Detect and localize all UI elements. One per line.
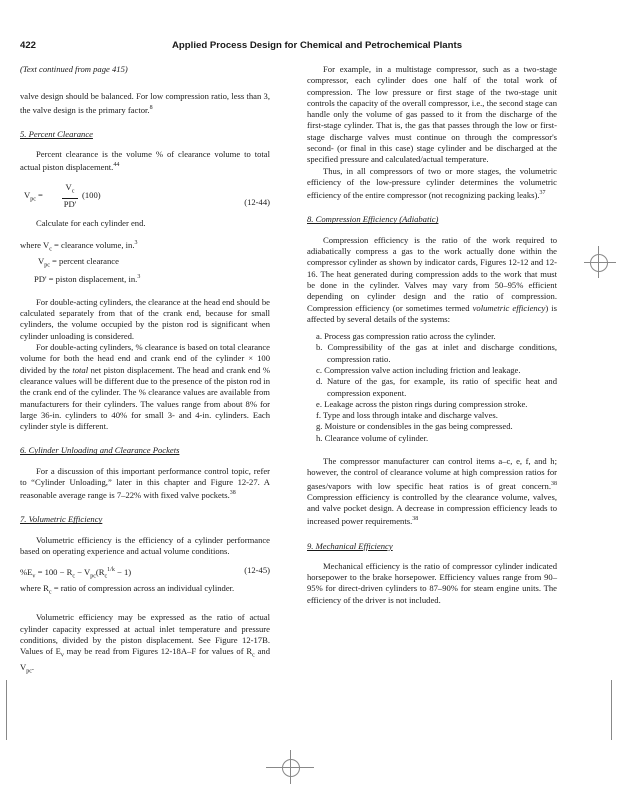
running-header (20, 40, 604, 54)
equation-12-44: $V_{pc}$ = $\frac{V_c}{PD'}$ (100) (12-44) (24, 181, 270, 209)
paragraph-mechanical: Mechanical efficiency is the ratio of compressor cylinder indicated horsepower to the brake horsepower. Efficiency values range from 90–95% for direct-driven cylinders to 87–90% for steam engine units. The efficiency of the driver is not included. (307, 560, 557, 605)
list-item: g. Moisture or condensibles in the gas being compressed. (316, 421, 513, 432)
equation-12-45: $\%E_v = 100 - R_c - V_{pc}(R_c^{1/k} - 1)$ (12-45) (20, 565, 270, 580)
right-column (307, 64, 557, 606)
list-item: b. Compressibility of the gas at inlet and discharge conditions, compression ratio. (316, 342, 557, 364)
registration-crosshair (290, 750, 291, 784)
registration-mark-icon (282, 759, 300, 777)
paragraph-double-acting: For double-acting cylinders, the clearance at the head end should be calculated separately from that of the crank end, because for small cylinders, the volume occupied by the piston rod is significant when cylinder unloading is considered. (20, 296, 270, 341)
left-column (20, 64, 270, 678)
page-number: 422 (20, 40, 37, 51)
paragraph-example: For example, in a multistage compressor, such as a two-stage compressor, each cylinder does one half of the total work of compression. The low pressure or first stage of the two-stage unit controls the capacity of the overall compressor, i.e., the second stage can handle only the volume of gas passed to it from the discharge of the first-stage cylinder. That is, the gas that passes through the low or first-stage discharge valves must continue on through the compressor's second- (or final in this case) stage cylinder and be discharged at the specified pressure and calculated/actual temperature. (307, 64, 557, 165)
definitions: where $V_c$ = clearance volume, in.$^3$ $V_{pc}$ = percent clearance PD' = piston displacement, in.$^3$ (20, 239, 141, 284)
list-item: e. Leakage across the piston rings during compression stroke. (316, 398, 528, 409)
paragraph-double-acting-2: For double-acting cylinders, % clearance is based on total clearance volume for both the head end and crank end of the cylinder × 100 divided by the total net piston displacement. The head and crank end % clearance values will be different due to the presence of the piston rod in the crank end of the cylinder. The % clearance values are available from manufacturers for their cylinders. The values range from about 8% for large 36-in. cylinders to 40% for small 3- and 4-in. cylinders. Each cylinder style is different. (20, 342, 270, 432)
paragraph-clearance: Percent clearance is the volume % of clearance volume to total actual piston displacement.$^{44}$ (20, 149, 270, 173)
section-8-heading: 8. Compression Efficiency (Adiabatic) (307, 214, 439, 225)
definition-rc: where $R_c$ = ratio of compression across an individual cylinder. (20, 583, 235, 597)
section-6-heading: 6. Cylinder Unloading and Clearance Pockets (20, 445, 180, 456)
running-title: Applied Process Design for Chemical and Petrochemical Plants (172, 40, 463, 51)
paragraph-unloading: For a discussion of this important performance control topic, refer to “Cylinder Unloading,” later in this chapter and Figure 12-27. A reasonable average range is 7–22% with fixed valve pockets.$^{38}$ (20, 465, 270, 501)
paragraph-valve: valve design should be balanced. For low compression ratio, less than 3, the valve design is the primary factor.$^8$ (20, 91, 270, 115)
paragraph-manufacturer: The compressor manufacturer can control items a–c, e, f, and h; however, the control of clearance volume at high compression ratios for gases/vapors with low specific heat ratios is of great concern.$^{38}$ Compression efficiency is controlled by the clearance volume, valves, and valve pocket design. A decrease in compression efficiency leads to increased power requirements.$^{38}$ (307, 456, 557, 527)
calc-note: Calculate for each cylinder end. (36, 217, 146, 228)
section-9-heading: 9. Mechanical Efficiency (307, 540, 393, 551)
crop-mark (6, 680, 7, 740)
list-item: h. Clearance volume of cylinder. (316, 432, 429, 443)
section-5-heading: 5. Percent Clearance (20, 128, 93, 139)
equation-number: (12-45) (244, 565, 270, 576)
list-item: f. Type and loss through intake and discharge valves. (316, 410, 498, 421)
crop-mark (611, 680, 612, 740)
section-7-heading: 7. Volumetric Efficiency (20, 514, 103, 525)
registration-crosshair (598, 246, 599, 278)
continued-note: (Text continued from page 415) (20, 64, 128, 74)
list-item: a. Process gas compression ratio across the cylinder. (316, 331, 496, 342)
paragraph-volumetric-2: Volumetric efficiency may be expressed as the ratio of actual cylinder capacity expressed at actual inlet temperature and pressure conditions, divided by the piston displacement. See Figure 12-17B. Values of $E_v$ may be read from Figures 12-18A–F for values of $R_c$ and $V_{pc}$. (20, 612, 270, 675)
list-item: c. Compression valve action including friction and leakage. (316, 364, 521, 375)
list-item: d. Nature of the gas, for example, its ratio of specific heat and compression exponent. (316, 376, 557, 398)
paragraph-compression: Compression efficiency is the ratio of the work required to adiabatically compress a gas to the work actually done within the compressor cylinder as shown by indicator cards, Figures 12-12 and 12-16. The heat generated during compression adds to the work that must be done in the cylinder. Valves may vary from 50–95% efficient depending on cylinder design and the ratio of compression. Compression efficiency (or sometimes termed volumetric efficiency) is affected by several details of the systems: (307, 234, 557, 324)
efficiency-factors-list (307, 331, 557, 444)
registration-crosshair (584, 262, 616, 263)
registration-mark-icon (590, 254, 608, 272)
equation-number: (12-44) (244, 196, 270, 207)
paragraph-thus: Thus, in all compressors of two or more stages, the volumetric efficiency of the low-pressure cylinder determines the volumetric efficiency of the entire compressor (not recognizing packing leaks).$^{37}$ (307, 165, 557, 201)
paragraph-volumetric: Volumetric efficiency is the efficiency of a cylinder performance based on operating experience and actual volume conditions. (20, 534, 270, 557)
